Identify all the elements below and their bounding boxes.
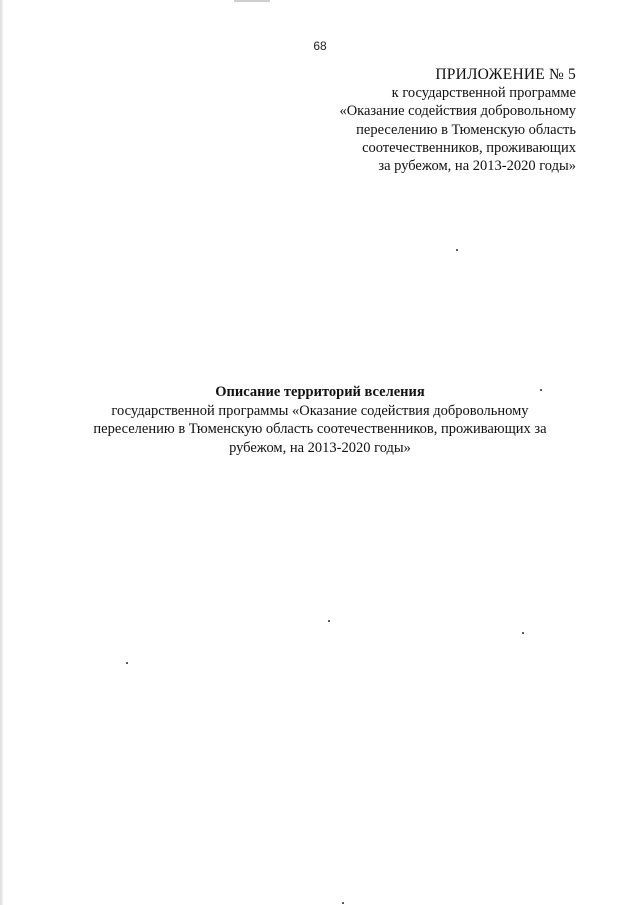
scan-speck	[328, 620, 330, 622]
heading-title: Описание территорий вселения	[215, 384, 425, 400]
appendix-line: к государственной программе	[391, 85, 576, 102]
heading-line: государственной программы «Оказание содействия добровольному	[111, 402, 529, 419]
scan-speck	[126, 662, 128, 664]
appendix-line: «Оказание содействия добровольному	[339, 103, 576, 120]
heading-line: рубежом, на 2013-2020 годы»	[229, 439, 411, 456]
scan-speck	[456, 249, 458, 251]
appendix-line: соотечественников, проживающих	[362, 139, 576, 156]
scan-speck	[522, 632, 524, 634]
scan-speck	[342, 902, 344, 904]
heading-line: переселению в Тюменскую область соотечественников, проживающих за	[93, 421, 547, 437]
appendix-line: за рубежом, на 2013-2020 годы»	[378, 158, 576, 175]
scan-top-mark	[234, 0, 270, 2]
appendix-line: переселению в Тюменскую область	[356, 121, 576, 138]
scan-speck	[540, 389, 542, 391]
page-number: 68	[313, 39, 327, 53]
section-heading	[0, 383, 640, 457]
appendix-title: ПРИЛОЖЕНИЕ № 5	[435, 66, 576, 83]
appendix-block	[339, 66, 576, 175]
